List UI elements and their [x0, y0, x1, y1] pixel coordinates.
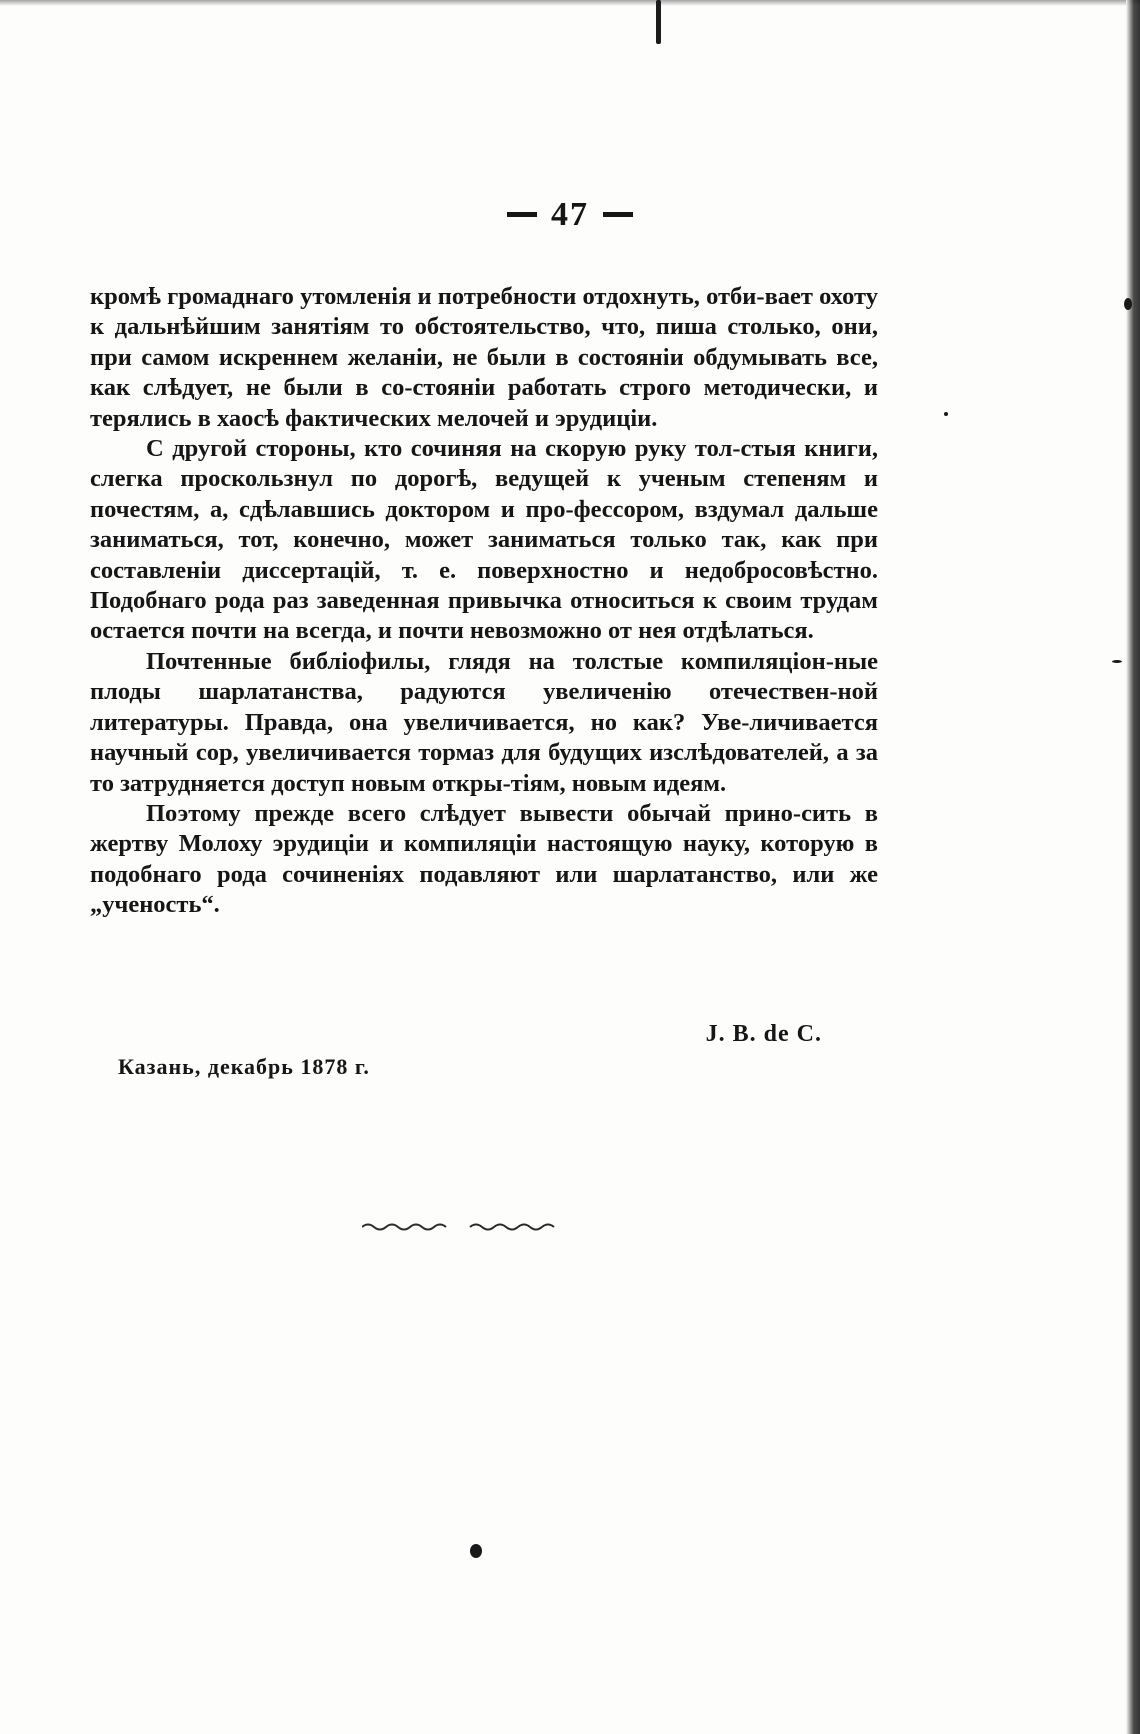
place-and-date: Казань, декабрь 1878 г. [118, 1054, 370, 1079]
author-signature: J. B. de C. [705, 1021, 822, 1047]
body-text [90, 282, 878, 921]
page-number-dash-left [507, 212, 537, 217]
scan-speck [1112, 660, 1122, 663]
page-number-dash-right [603, 212, 633, 217]
paragraph: Почтенные библіофилы, глядя на толстые компиляціон-ные плоды шарлатанства, радуются увеличенію отечествен-ной литературы. Правда, она увеличивается, но как? Уве-личивается научный сор, увеличивается тормаз для будущих изслѣдователей, а за то затрудняется доступ новым откры-тіям, новым идеям. [90, 647, 878, 797]
ornament-wave-left [362, 1225, 446, 1230]
scan-speck [944, 412, 948, 416]
ornament-wave-right [470, 1225, 554, 1230]
paragraph: Поэтому прежде всего слѣдует вывести обычай прино-сить в жертву Молоху эрудиціи и компиляціи настоящую науку, которую в подобнаго рода сочиненіях подавляют или шарлатанство, или же „ученость“. [90, 799, 878, 919]
paragraph: кромѣ громаднаго утомленія и потребности отдохнуть, отби-вает охоту к дальнѣйшим занятіям то обстоятельство, что, пиша столько, они, при самом искреннем желаніи, не были в состояніи обдумывать все, как слѣдует, не были в со-стояніи работать строго методически, и терялись в хаосѣ фактических мелочей и эрудиціи. [90, 283, 878, 432]
page-number-value: 47 [551, 196, 589, 233]
page-number [0, 196, 1140, 234]
paragraph: С другой стороны, кто сочиняя на скорую руку тол-стыя книги, слегка проскользнул по дорогѣ, ведущей к ученым степеням и почестям, а, сдѣлавшись доктором и про-фессором, вздумал дальше заниматься, тот, конечно, может заниматься только так, как при составленіи диссертацій, т. е. поверхностно и недобросовѣстно. Подобнаго рода раз заведенная привычка относиться к своим трудам остается почти на всегда, и почти невозможно от нея отдѣлаться. [90, 435, 878, 645]
closing-ornament [362, 1220, 562, 1234]
scan-edge-right [1126, 0, 1140, 1734]
scan-speck [1124, 298, 1132, 310]
scan-speck [470, 1544, 482, 1558]
scan-mark-top [656, 0, 661, 44]
scan-edge-top [0, 0, 1140, 6]
